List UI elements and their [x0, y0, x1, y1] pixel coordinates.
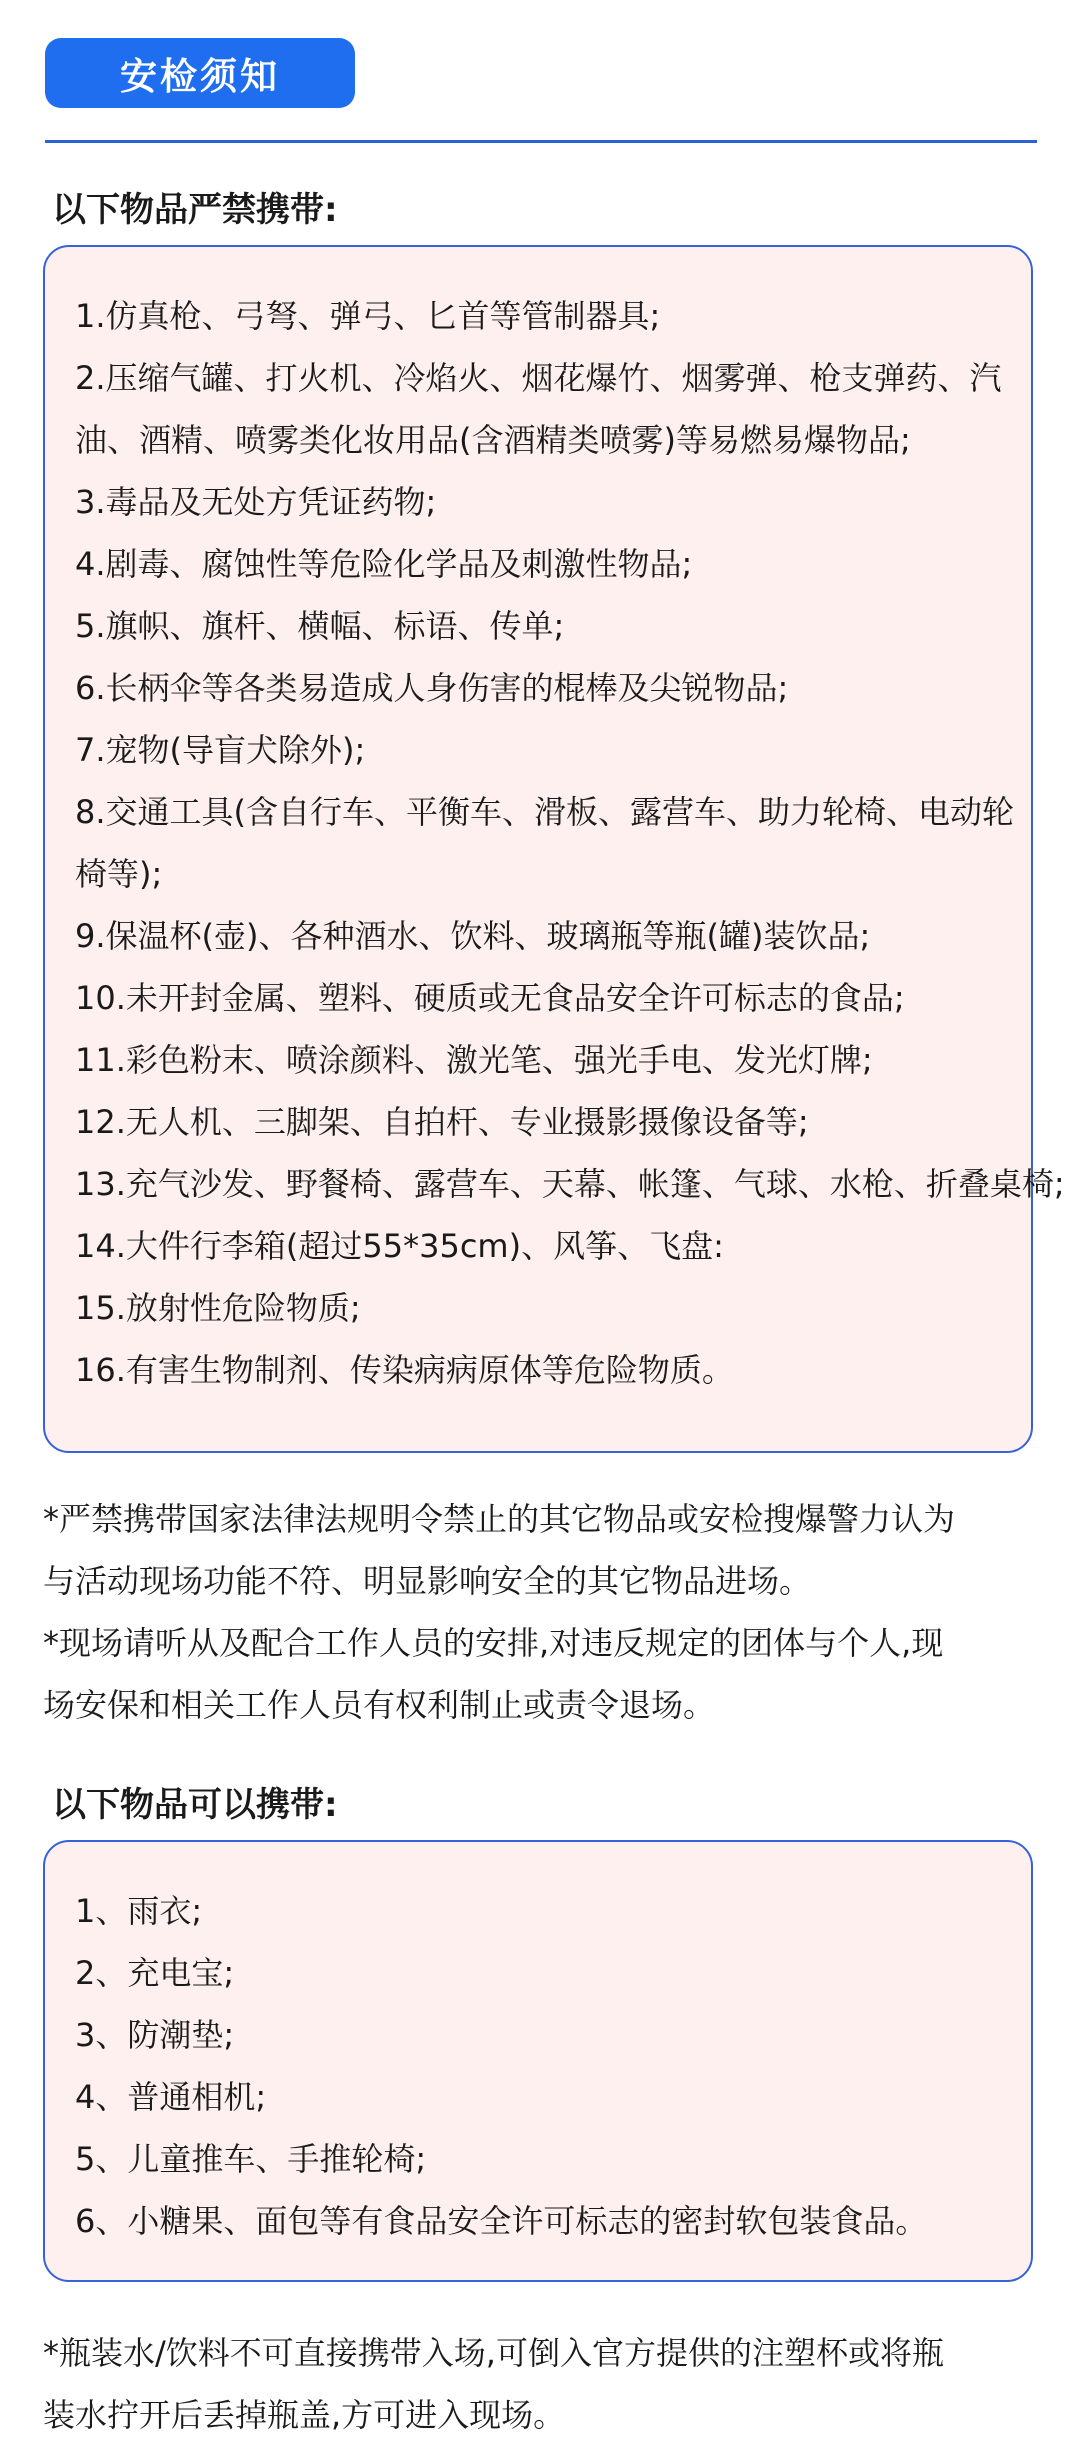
allowed-note: 装水拧开后丢掉瓶盖,方可进入现场。 [43, 2396, 566, 2434]
prohibited-item: 9.保温杯(壶)、各种酒水、饮料、玻璃瓶等瓶(罐)装饮品; [75, 917, 871, 955]
allowed-item: 4、普通相机; [75, 2078, 267, 2116]
prohibited-item: 10.未开封金属、塑料、硬质或无食品安全许可标志的食品; [75, 979, 905, 1017]
page-title-badge [45, 38, 355, 108]
prohibited-item: 1.仿真枪、弓弩、弹弓、匕首等管制器具; [75, 297, 661, 335]
prohibited-item: 7.宠物(导盲犬除外); [75, 731, 366, 769]
prohibited-item: 12.无人机、三脚架、自拍杆、专业摄影摄像设备等; [75, 1103, 809, 1141]
prohibited-item: 2.压缩气罐、打火机、冷焰火、烟花爆竹、烟雾弹、枪支弹药、汽 [75, 359, 1002, 397]
allowed-item: 2、充电宝; [75, 1954, 235, 1992]
allowed-item: 5、儿童推车、手推轮椅; [75, 2140, 427, 2178]
allowed-list-box [43, 1840, 1033, 2282]
prohibited-item: 3.毒品及无处方凭证药物; [75, 483, 437, 521]
prohibited-list-box [43, 245, 1065, 1453]
prohibited-note: 与活动现场功能不符、明显影响安全的其它物品进场。 [43, 1562, 812, 1600]
prohibited-note: 场安保和相关工作人员有权利制止或责令退场。 [43, 1686, 716, 1724]
allowed-heading: 以下物品可以携带: [52, 1785, 338, 1825]
prohibited-item: 16.有害生物制剂、传染病病原体等危险物质。 [75, 1351, 734, 1389]
prohibited-item: 4.剧毒、腐蚀性等危险化学品及刺激性物品; [75, 545, 693, 583]
prohibited-item: 椅等); [75, 855, 163, 893]
prohibited-item: 11.彩色粉末、喷涂颜料、激光笔、强光手电、发光灯牌; [75, 1041, 873, 1079]
prohibited-note: *严禁携带国家法律法规明令禁止的其它物品或安检搜爆警力认为 [43, 1500, 956, 1538]
prohibited-item: 14.大件行李箱(超过55*35cm)、风筝、飞盘: [75, 1227, 724, 1265]
prohibited-item: 6.长柄伞等各类易造成人身伤害的棍棒及尖锐物品; [75, 669, 789, 707]
prohibited-item: 13.充气沙发、野餐椅、露营车、天幕、帐篷、气球、水枪、折叠桌椅; [75, 1165, 1065, 1203]
prohibited-item: 15.放射性危险物质; [75, 1289, 361, 1327]
allowed-item: 1、雨衣; [75, 1892, 203, 1930]
allowed-note: *瓶装水/饮料不可直接携带入场,可倒入官方提供的注塑杯或将瓶 [43, 2334, 944, 2372]
prohibited-note: *现场请听从及配合工作人员的安排,对违反规定的团体与个人,现 [43, 1624, 944, 1662]
prohibited-item: 5.旗帜、旗杆、横幅、标语、传单; [75, 607, 565, 645]
prohibited-heading: 以下物品严禁携带: [52, 190, 338, 230]
prohibited-item: 8.交通工具(含自行车、平衡车、滑板、露营车、助力轮椅、电动轮 [75, 793, 1015, 831]
allowed-item: 6、小糖果、面包等有食品安全许可标志的密封软包装食品。 [75, 2202, 928, 2240]
title-divider [45, 140, 1037, 143]
page-title: 安检须知 [120, 55, 280, 98]
prohibited-item: 油、酒精、喷雾类化妆用品(含酒精类喷雾)等易燃易爆物品; [75, 421, 911, 459]
allowed-item: 3、防潮垫; [75, 2016, 235, 2054]
